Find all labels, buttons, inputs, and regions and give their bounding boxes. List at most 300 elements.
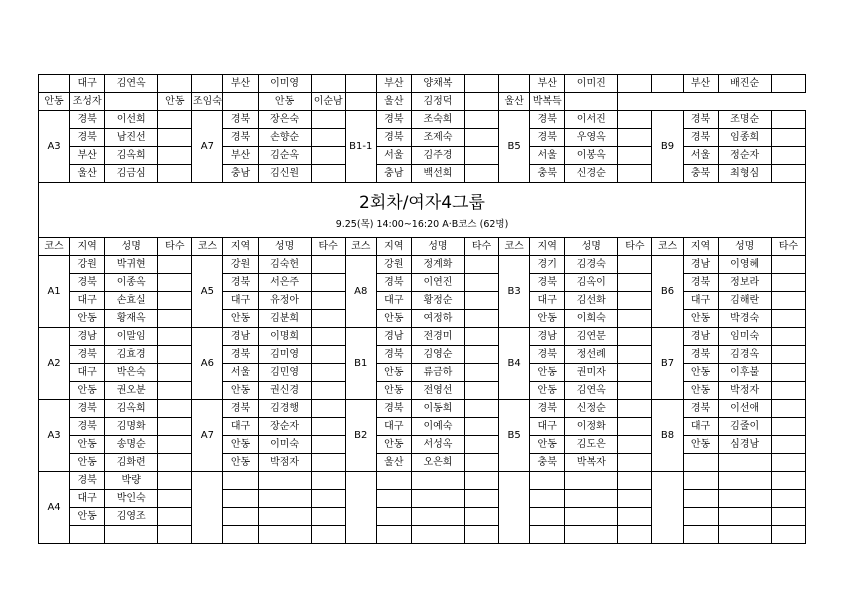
table-row [39,111,806,129]
header-name: 성명 [105,238,158,256]
table-row [39,75,806,93]
region-cell: 경북 [70,472,105,490]
score-cell [771,292,805,310]
name-cell: 박복득 [530,93,565,111]
course-cell [499,75,530,93]
score-cell [158,472,192,490]
score-cell [771,418,805,436]
table-row [39,418,806,436]
region-cell: 서울 [376,147,411,165]
score-cell [158,400,192,418]
region-cell: 충남 [223,165,258,183]
region-cell: 경북 [70,111,105,129]
region-cell: 서울 [683,147,718,165]
table-row [39,346,806,364]
header-region: 지역 [530,238,565,256]
table-row [39,490,806,508]
region-cell: 안동 [376,310,411,328]
name-cell: 이선애 [718,400,771,418]
name-cell: 김숙헌 [258,256,311,274]
score-cell [565,93,618,111]
header-course: 코스 [345,238,376,256]
table-row [39,436,806,454]
region-cell: 안동 [70,508,105,526]
region-cell: 경북 [223,400,258,418]
region-cell: 안동 [223,454,258,472]
name-cell: 배진순 [718,75,771,93]
course-cell: A7 [192,111,223,183]
name-cell: 김옥희 [105,400,158,418]
name-cell: 김명화 [105,418,158,436]
region-cell: 부산 [683,75,718,93]
region-cell: 부산 [376,75,411,93]
header-region: 지역 [70,238,105,256]
table-row [39,165,806,183]
header-region: 지역 [376,238,411,256]
region-cell: 안동 [70,310,105,328]
region-cell: 경북 [376,400,411,418]
name-cell: 박정자 [718,382,771,400]
name-cell: 서은주 [258,274,311,292]
region-cell [223,526,258,544]
region-cell: 안동 [223,436,258,454]
name-cell: 유정아 [258,292,311,310]
score-cell [158,508,192,526]
name-cell: 권신경 [258,382,311,400]
score-cell [771,75,805,93]
region-cell: 안동 [70,382,105,400]
score-cell [465,454,499,472]
region-cell: 대구 [70,364,105,382]
score-cell [618,364,652,382]
header-course: 코스 [39,238,70,256]
region-cell: 경북 [70,400,105,418]
region-cell: 대구 [70,292,105,310]
region-cell [530,472,565,490]
course-cell: A3 [39,400,70,472]
score-cell [618,436,652,454]
score-cell [618,418,652,436]
course-cell: B9 [652,111,683,183]
course-cell: B1-1 [345,111,376,183]
region-cell: 경남 [530,328,565,346]
course-cell: B3 [499,256,530,328]
name-cell [565,490,618,508]
region-cell: 부산 [223,147,258,165]
score-cell [158,526,192,544]
course-cell [192,75,223,93]
region-cell: 안동 [376,364,411,382]
region-cell: 안동 [376,436,411,454]
name-cell: 김화련 [105,454,158,472]
name-cell: 권오분 [105,382,158,400]
score-cell [158,147,192,165]
score-cell [771,472,805,490]
name-cell: 이후불 [718,364,771,382]
name-cell: 김경행 [258,400,311,418]
name-cell: 이선희 [105,111,158,129]
header-region: 지역 [683,238,718,256]
course-cell: A6 [192,328,223,400]
region-cell [530,490,565,508]
score-cell [618,490,652,508]
region-cell: 울산 [376,93,411,111]
region-cell: 경남 [683,328,718,346]
course-cell: B5 [499,400,530,472]
name-cell: 정계화 [411,256,464,274]
region-cell [223,490,258,508]
name-cell: 박량 [105,472,158,490]
region-cell: 대구 [223,418,258,436]
name-cell: 박복자 [565,454,618,472]
score-cell [465,75,499,93]
header-name: 성명 [565,238,618,256]
region-cell [683,526,718,544]
region-cell [683,472,718,490]
region-cell [683,508,718,526]
region-cell: 서울 [530,147,565,165]
bottom-section [39,256,806,544]
name-cell: 정순자 [718,147,771,165]
score-cell [771,111,805,129]
score-cell [771,400,805,418]
score-cell [158,382,192,400]
score-cell [158,454,192,472]
score-cell [311,454,345,472]
score-cell [618,508,652,526]
region-cell: 경북 [70,274,105,292]
region-cell: 안동 [223,382,258,400]
name-cell: 김연옥 [565,382,618,400]
table-row [39,292,806,310]
name-cell [411,508,464,526]
score-cell [618,328,652,346]
name-cell: 양채복 [411,75,464,93]
score-cell [618,454,652,472]
course-cell: A3 [39,111,70,183]
region-cell: 울산 [376,454,411,472]
table-row [39,256,806,274]
score-cell [311,310,345,328]
region-cell [223,472,258,490]
score-cell [465,508,499,526]
header-region: 지역 [223,238,258,256]
name-cell [258,472,311,490]
name-cell [718,490,771,508]
name-cell: 김분희 [258,310,311,328]
score-cell [771,526,805,544]
name-cell [565,526,618,544]
table-row [39,129,806,147]
region-cell: 경북 [376,346,411,364]
region-cell: 경북 [530,400,565,418]
name-cell: 김순옥 [258,147,311,165]
score-cell [618,472,652,490]
course-cell: B4 [499,328,530,400]
region-cell [376,490,411,508]
region-cell: 경북 [376,274,411,292]
course-cell: A2 [39,328,70,400]
band-subtitle: 9.25(목) 14:00~16:20 A·B코스 (62명) [335,219,509,230]
course-cell: B2 [345,400,376,472]
name-cell: 김경옥 [718,346,771,364]
score-cell [311,400,345,418]
score-cell [465,111,499,129]
table-row [39,472,806,490]
region-cell: 울산 [70,165,105,183]
column-header [39,238,806,256]
region-cell: 안동 [683,436,718,454]
score-cell [465,328,499,346]
header-score: 타수 [465,238,499,256]
score-cell [311,256,345,274]
name-cell [411,472,464,490]
region-cell: 경북 [530,111,565,129]
score-cell [311,165,345,183]
score-cell [618,346,652,364]
region-cell: 경북 [683,346,718,364]
name-cell: 이미숙 [258,436,311,454]
region-cell [376,508,411,526]
region-cell: 경북 [530,274,565,292]
score-cell [158,490,192,508]
region-cell: 대구 [683,418,718,436]
header-score: 타수 [771,238,805,256]
name-cell: 신경순 [565,165,618,183]
name-cell: 서성옥 [411,436,464,454]
score-cell [465,436,499,454]
table-row [39,364,806,382]
name-cell: 이말임 [105,328,158,346]
region-cell: 안동 [158,93,192,111]
score-cell [158,418,192,436]
table-row [39,382,806,400]
region-cell: 부산 [70,147,105,165]
name-cell: 조제숙 [411,129,464,147]
course-cell [345,472,376,544]
name-cell: 이미영 [258,75,311,93]
score-cell [465,346,499,364]
region-cell: 부산 [223,75,258,93]
score-cell [465,147,499,165]
score-cell [771,256,805,274]
score-cell [618,75,652,93]
name-cell: 손효실 [105,292,158,310]
score-cell [771,364,805,382]
region-cell [530,508,565,526]
score-cell [618,292,652,310]
region-cell: 경남 [683,256,718,274]
score-cell [465,472,499,490]
course-cell [345,75,376,93]
score-cell [618,526,652,544]
score-cell [345,93,376,111]
name-cell: 심경남 [718,436,771,454]
region-cell [376,472,411,490]
name-cell: 이서진 [565,111,618,129]
course-cell: B1 [345,328,376,400]
course-cell: B6 [652,256,683,328]
score-cell [771,454,805,472]
header-course: 코스 [652,238,683,256]
header-name: 성명 [411,238,464,256]
name-cell: 임종희 [718,129,771,147]
score-cell [158,274,192,292]
region-cell: 대구 [70,490,105,508]
region-cell [683,454,718,472]
score-cell [465,93,499,111]
name-cell: 우영옥 [565,129,618,147]
region-cell: 경북 [223,274,258,292]
region-cell: 충북 [530,454,565,472]
table-row [39,274,806,292]
name-cell: 이영혜 [718,256,771,274]
score-cell [465,129,499,147]
score-cell [618,165,652,183]
header-score: 타수 [618,238,652,256]
name-cell: 권미자 [565,364,618,382]
region-cell: 대구 [223,292,258,310]
score-cell [158,256,192,274]
name-cell: 이예숙 [411,418,464,436]
score-cell [311,490,345,508]
name-cell: 이봉옥 [565,147,618,165]
name-cell: 이연진 [411,274,464,292]
score-cell [311,436,345,454]
region-cell [70,526,105,544]
name-cell: 김연문 [565,328,618,346]
name-cell: 이미진 [565,75,618,93]
score-cell [311,382,345,400]
region-cell: 경북 [376,111,411,129]
region-cell: 경북 [530,129,565,147]
region-cell: 안동 [258,93,311,111]
name-cell [718,526,771,544]
region-cell: 울산 [499,93,530,111]
header-name: 성명 [258,238,311,256]
course-cell: A1 [39,256,70,328]
score-cell [311,364,345,382]
score-cell [311,111,345,129]
name-cell: 여정하 [411,310,464,328]
band-title: 2회차/여자4그룹 [359,193,485,213]
score-cell [771,165,805,183]
name-cell: 남진선 [105,129,158,147]
score-cell [618,111,652,129]
table-row [39,526,806,544]
name-cell [258,526,311,544]
score-cell [618,274,652,292]
score-cell [311,526,345,544]
header-course: 코스 [192,238,223,256]
course-cell: A4 [39,472,70,544]
region-cell [530,526,565,544]
region-cell: 경남 [376,328,411,346]
name-cell: 박경숙 [718,310,771,328]
name-cell: 김경숙 [565,256,618,274]
name-cell [565,472,618,490]
course-cell [39,75,70,93]
name-cell [258,490,311,508]
region-cell: 경북 [70,129,105,147]
name-cell: 정선례 [565,346,618,364]
score-cell [465,256,499,274]
header-name: 성명 [718,238,771,256]
name-cell: 김정덕 [411,93,464,111]
name-cell: 전영선 [411,382,464,400]
score-cell [771,436,805,454]
name-cell: 조임숙 [192,93,223,111]
score-cell [311,274,345,292]
name-cell: 김해란 [718,292,771,310]
score-cell [158,292,192,310]
name-cell: 김영순 [411,346,464,364]
region-cell: 안동 [530,364,565,382]
score-cell [618,310,652,328]
name-cell: 박점자 [258,454,311,472]
region-cell: 대구 [376,418,411,436]
name-cell: 김효경 [105,346,158,364]
score-cell [771,328,805,346]
name-cell: 김옥이 [565,274,618,292]
region-cell: 경북 [683,274,718,292]
region-cell: 경북 [530,346,565,364]
name-cell: 백선희 [411,165,464,183]
score-cell [158,129,192,147]
region-cell: 안동 [530,436,565,454]
course-cell: A5 [192,256,223,328]
region-cell: 경북 [376,129,411,147]
name-cell: 임미숙 [718,328,771,346]
region-cell: 안동 [683,382,718,400]
score-cell [771,346,805,364]
name-cell [258,508,311,526]
score-cell [223,93,258,111]
score-cell [618,382,652,400]
region-cell: 안동 [530,382,565,400]
region-cell: 안동 [39,93,70,111]
course-cell [652,75,683,93]
name-cell: 류금하 [411,364,464,382]
table-row [39,454,806,472]
score-cell [311,147,345,165]
name-cell [565,508,618,526]
name-cell: 김금심 [105,165,158,183]
course-cell [652,472,683,544]
name-cell: 김미영 [258,346,311,364]
table-row [39,147,806,165]
region-cell: 대구 [530,292,565,310]
name-cell: 이동희 [411,400,464,418]
score-cell [465,364,499,382]
table-row [39,508,806,526]
score-cell [158,436,192,454]
score-cell [158,111,192,129]
name-cell: 박은숙 [105,364,158,382]
name-cell: 신정순 [565,400,618,418]
score-cell [465,418,499,436]
table-row [39,93,806,111]
region-cell: 부산 [530,75,565,93]
score-cell [311,292,345,310]
name-cell [411,490,464,508]
score-cell [158,165,192,183]
score-cell [771,129,805,147]
region-cell: 경북 [70,418,105,436]
name-cell: 조성자 [70,93,105,111]
name-cell: 손향순 [258,129,311,147]
table-row [39,400,806,418]
